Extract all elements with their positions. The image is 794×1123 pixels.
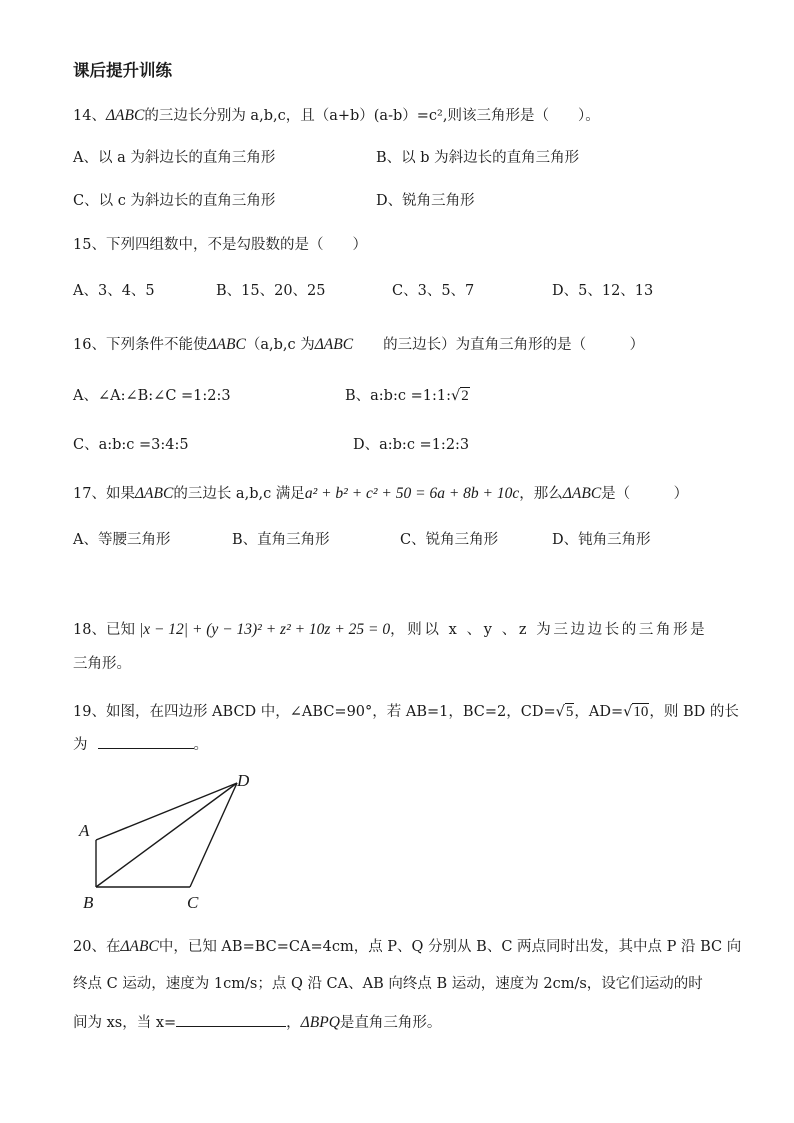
q14-option-b: B、以 b 为斜边长的直角三角形 xyxy=(376,150,580,166)
q15-option-d: D、5、12、13 xyxy=(552,283,654,299)
vertex-label-d: D xyxy=(237,771,250,790)
question-19-line2: 为 。 xyxy=(73,734,208,755)
q14-option-d: D、锐角三角形 xyxy=(376,193,475,209)
triangle-abc: ΔABC xyxy=(105,107,145,124)
question-16-stem: 16、下列条件不能使ΔABC（a,b,c 为ΔABC 的三边长）为直角三角形的是（ ） xyxy=(73,336,645,353)
q14-option-a: A、以 a 为斜边长的直角三角形 xyxy=(73,150,276,166)
question-17-stem: 17、如果ΔABC的三边长 a,b,c 满足a² + b² + c² + 50 = 6a + 8b + 10c，那么ΔABC是（ ） xyxy=(73,485,689,502)
q16-option-b: B、a:b:c =1:1:√2 xyxy=(345,388,469,404)
q17-option-a: A、等腰三角形 xyxy=(73,532,171,548)
question-20-line3: 间为 xs，当 x= ，ΔBPQ是直角三角形。 xyxy=(73,1014,442,1031)
q16-option-c: C、a:b:c =3:4:5 xyxy=(73,437,189,453)
q15-option-c: C、3、5、7 xyxy=(392,283,475,299)
triangle-abc: ΔABC xyxy=(120,938,159,955)
question-20-line2: 终点 C 运动，速度为 1cm/s；点 Q 沿 CA、AB 向终点 B 运动，速度为 2cm/s，设它们运动的时 xyxy=(73,976,703,992)
sqrt-symbol: √10 xyxy=(623,704,649,720)
triangle-abc: ΔABC xyxy=(134,485,174,502)
triangle-abc: ΔABC xyxy=(314,336,354,353)
q17-option-d: D、钝角三角形 xyxy=(552,532,651,548)
vertex-label-c: C xyxy=(187,893,199,912)
q17-option-c: C、锐角三角形 xyxy=(400,532,499,548)
triangle-bpq: ΔBPQ xyxy=(300,1014,340,1031)
question-18-line2: 三角形。 xyxy=(73,656,131,672)
answer-blank[interactable] xyxy=(98,734,194,749)
answer-blank[interactable] xyxy=(176,1012,286,1027)
question-14-stem: 14、ΔABC的三边长分别为 a,b,c，且（a+b）(a-b）=c²,则该三角形是（ ）。 xyxy=(73,107,600,124)
q16-option-d: D、a:b:c =1:2:3 xyxy=(353,437,470,453)
equation: |x − 12| + (y − 13)² + z² + 10z + 25 = 0 xyxy=(138,621,391,638)
equation: a² + b² + c² + 50 = 6a + 8b + 10c xyxy=(304,485,520,502)
vertex-label-b: B xyxy=(83,893,94,912)
question-19-stem: 19、如图，在四边形 ABCD 中，∠ABC=90°，若 AB=1，BC=2，CD=√5，AD=√10，则 BD 的长 xyxy=(73,704,739,720)
q17-option-b: B、直角三角形 xyxy=(232,532,330,548)
q15-option-b: B、15、20、25 xyxy=(216,283,326,299)
segment-bd xyxy=(96,783,237,887)
vertex-label-a: A xyxy=(79,821,90,840)
q15-option-a: A、3、4、5 xyxy=(73,283,155,299)
q16-option-a: A、∠A:∠B:∠C =1:2:3 xyxy=(73,388,231,404)
quadrilateral-figure xyxy=(75,768,265,916)
triangle-abc: ΔABC xyxy=(207,336,246,353)
section-title: 课后提升训练 xyxy=(73,61,172,80)
sqrt-symbol: √2 xyxy=(450,388,469,404)
q14-option-c: C、以 c 为斜边长的直角三角形 xyxy=(73,193,276,209)
question-15-stem: 15、下列四组数中，不是勾股数的是（ ） xyxy=(73,237,367,253)
question-20-stem: 20、在ΔABC中，已知 AB=BC=CA=4cm，点 P、Q 分别从 B、C 两点同时出发，其中点 P 沿 BC 向 xyxy=(73,938,742,955)
question-18-stem: 18、已知 |x − 12| + (y − 13)² + z² + 10z + 25 = 0，则以 x 、y 、z 为三边边长的三角形是 xyxy=(73,621,708,638)
sqrt-symbol: √5 xyxy=(555,704,574,720)
triangle-abc: ΔABC xyxy=(562,485,602,502)
